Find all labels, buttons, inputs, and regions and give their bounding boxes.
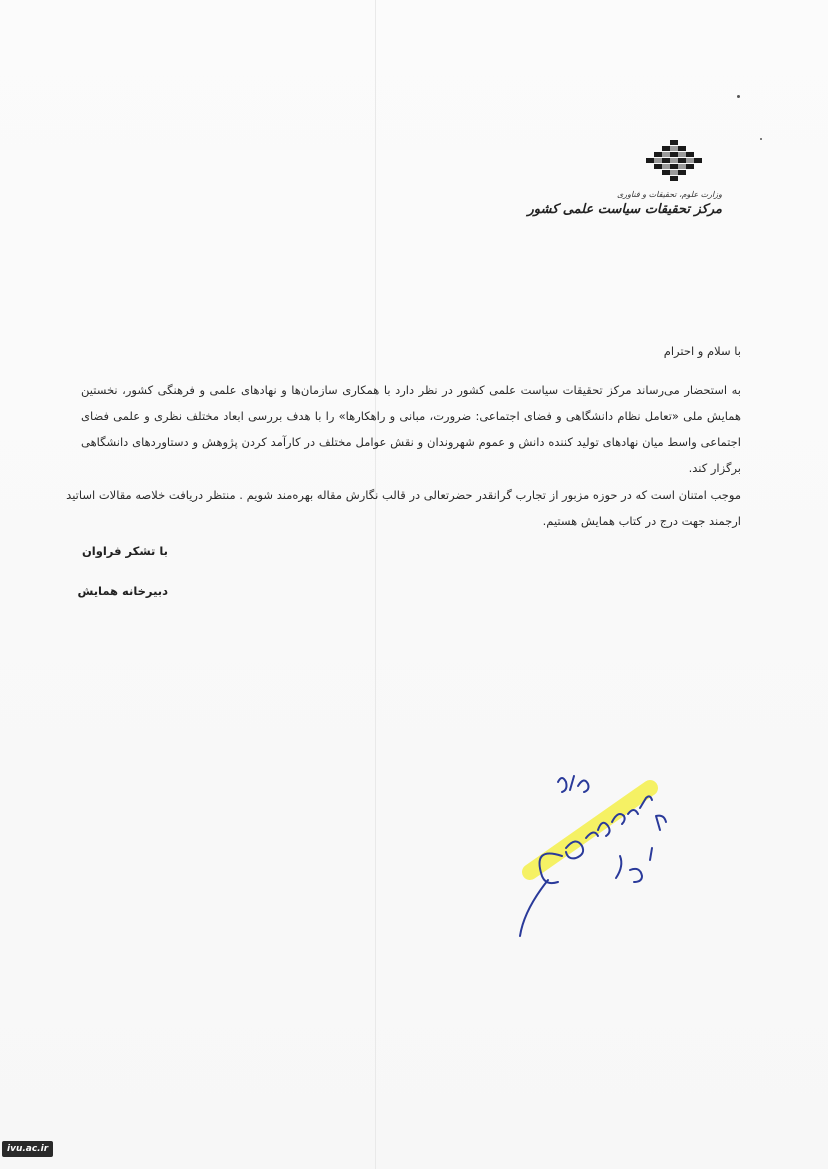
center-name: مرکز تحقیقات سیاست علمی کشور: [527, 202, 722, 217]
letterhead-logo: [527, 138, 730, 228]
paragraph-line: همایش ملی «تعامل نظام دانشگاهی و فضای اجتماعی: ضرورت، مبانی و راهکارها» را با هدف بررسی ابعاد مختلف نظری و علمی فضای: [81, 409, 741, 423]
paper-fold-line: [375, 0, 376, 1169]
paragraph-line: به استحضار می‌رساند مرکز تحقیقات سیاست علمی کشور در نظر دارد با همکاری سازمان‌ها و نهادهای علمی و فرهنگی کشور، نخستین: [81, 383, 741, 397]
paragraph-line: برگزار کند.: [688, 461, 741, 475]
site-watermark: ivu.ac.ir: [2, 1141, 53, 1157]
scan-speck: [737, 95, 740, 98]
handwritten-signature: [500, 760, 700, 950]
paragraph-line: ارجمند جهت درج در کتاب همایش هستیم.: [542, 514, 741, 528]
paragraph-2: [66, 482, 741, 534]
ministry-name: وزارت علوم، تحقیقات و فناوری: [617, 190, 722, 199]
paragraph-line: موجب امتنان است که در حوزه مزبور از تجارب گرانقدر حضرتعالی در قالب نگارش مقاله بهره‌مند شویم . منتظر دریافت خلاصه مقالات اساتید: [66, 488, 741, 502]
paragraph-1: [81, 377, 741, 481]
scan-speck: [760, 138, 762, 140]
institute-emblem-icon: [642, 138, 706, 190]
closing-phrase: با تشکر فراوان: [81, 544, 168, 558]
greeting: با سلام و احترام: [663, 344, 741, 358]
signatory: دبیرخانه همایش: [77, 584, 168, 598]
paragraph-line: اجتماعی واسط میان نهادهای تولید کننده دانش و عموم شهروندان و نقش عوامل مختلف در کارآمد کردن پژوهش و دستاوردهای دانشگاهی: [81, 435, 741, 449]
